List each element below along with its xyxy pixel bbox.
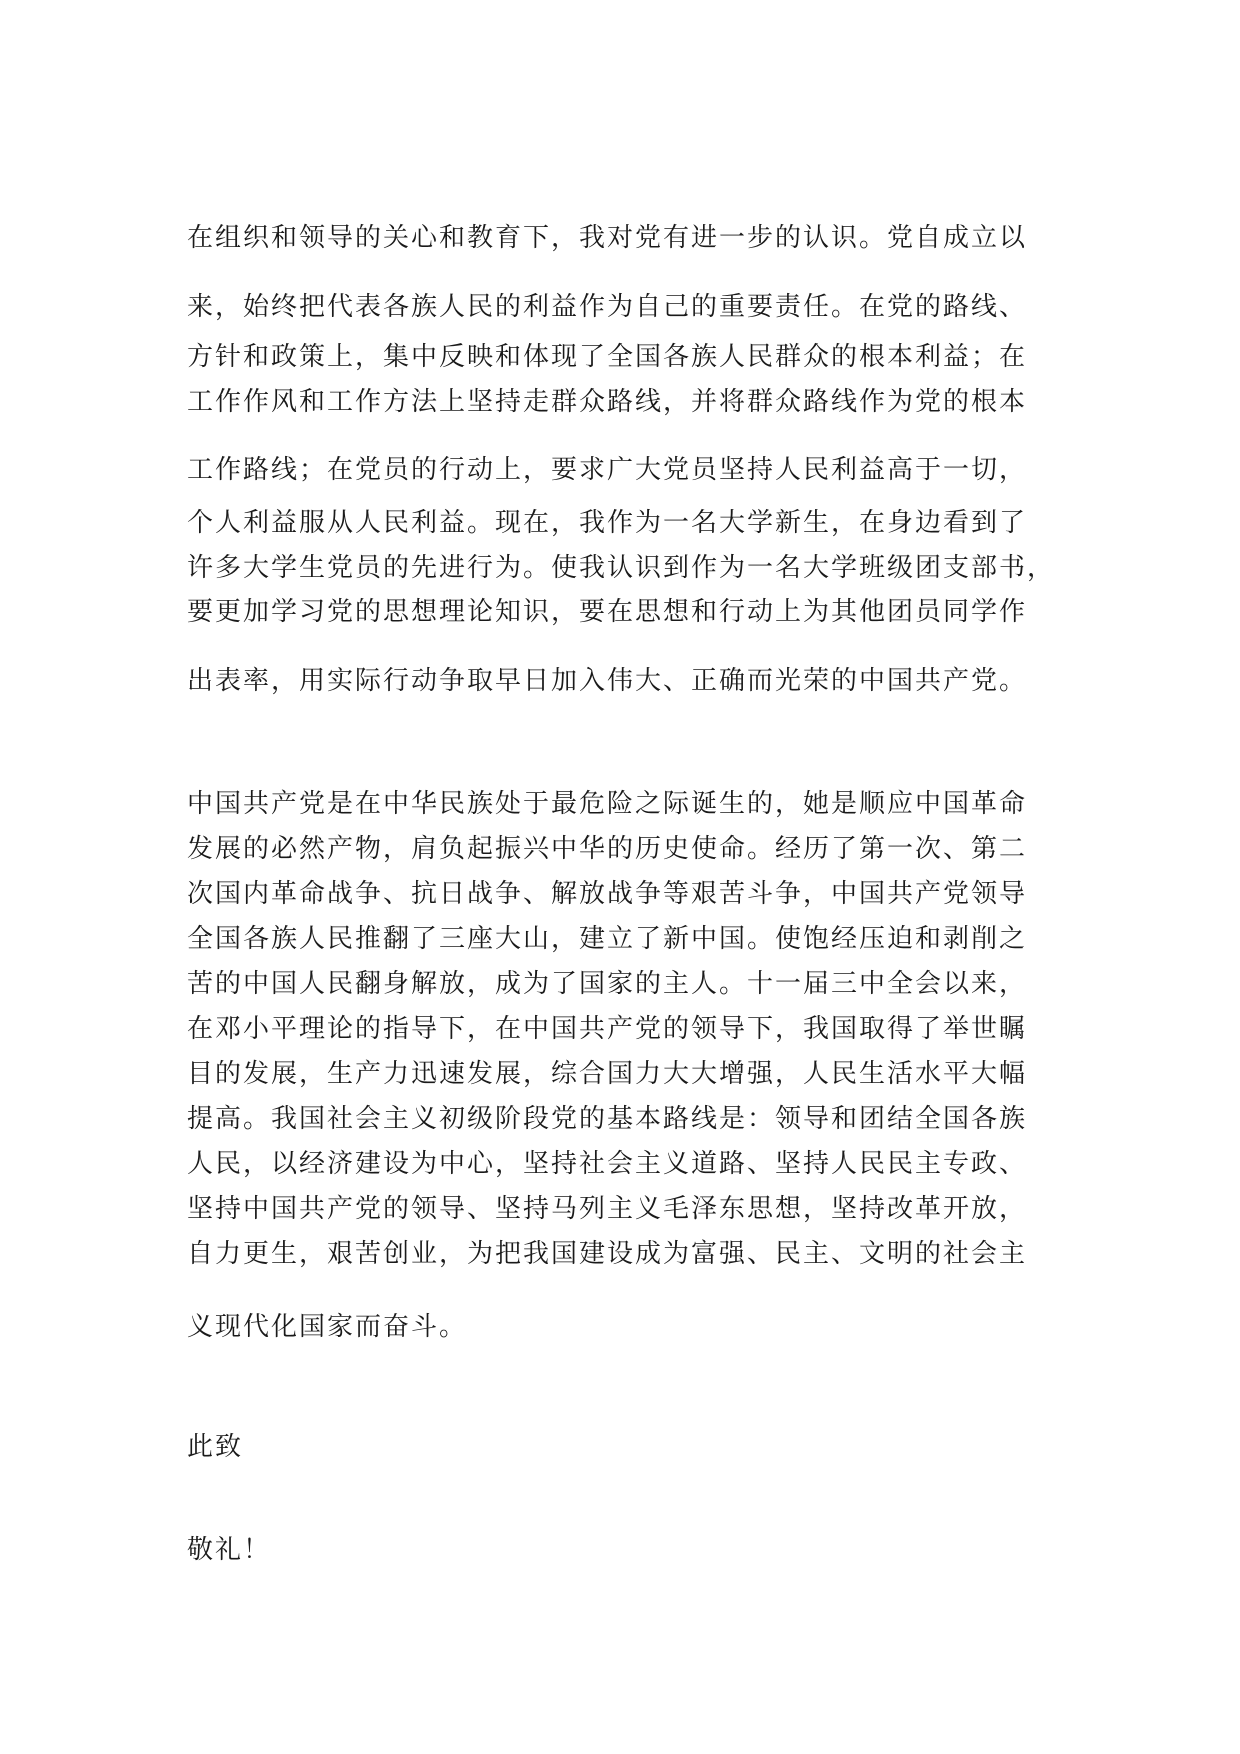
text-line: 人民，以经济建设为中心，坚持社会主义道路、坚持人民民主专政、 (187, 1149, 1028, 1179)
text-line: 在邓小平理论的指导下，在中国共产党的领导下，我国取得了举世瞩 (187, 1014, 1028, 1044)
text-line: 全国各族人民推翻了三座大山，建立了新中国。使饱经压迫和剥削之 (187, 924, 1028, 954)
text-line: 来，始终把代表各族人民的利益作为自己的重要责任。在党的路线、 (187, 292, 1028, 322)
text-line: 提高。我国社会主义初级阶段党的基本路线是：领导和团结全国各族 (187, 1104, 1028, 1134)
text-line: 次国内革命战争、抗日战争、解放战争等艰苦斗争，中国共产党领导 (187, 879, 1028, 909)
text-line: 自力更生，艰苦创业，为把我国建设成为富强、民主、文明的社会主 (187, 1239, 1028, 1269)
text-line: 义现代化国家而奋斗。 (187, 1312, 468, 1342)
text-line: 中国共产党是在中华民族处于最危险之际诞生的，她是顺应中国革命 (187, 789, 1028, 819)
text-line: 发展的必然产物，肩负起振兴中华的历史使命。经历了第一次、第二 (187, 834, 1028, 864)
text-line: 坚持中国共产党的领导、坚持马列主义毛泽东思想，坚持改革开放， (187, 1194, 1028, 1224)
text-line: 许多大学生党员的先进行为。使我认识到作为一名大学班级团支部书， (187, 553, 1056, 583)
text-line: 苦的中国人民翻身解放，成为了国家的主人。十一届三中全会以来， (187, 969, 1028, 999)
text-line: 目的发展，生产力迅速发展，综合国力大大增强，人民生活水平大幅 (187, 1059, 1028, 1089)
text-line: 要更加学习党的思想理论知识，要在思想和行动上为其他团员同学作 (187, 597, 1028, 627)
text-line: 方针和政策上，集中反映和体现了全国各族人民群众的根本利益；在 (187, 342, 1028, 372)
text-line: 在组织和领导的关心和教育下，我对党有进一步的认识。党自成立以 (187, 223, 1028, 253)
text-line: 工作作风和工作方法上坚持走群众路线，并将群众路线作为党的根本 (187, 387, 1028, 417)
text-line: 工作路线；在党员的行动上，要求广大党员坚持人民利益高于一切， (187, 455, 1028, 485)
closing-regards: 敬礼！ (187, 1535, 272, 1565)
text-line: 个人利益服从人民利益。现在，我作为一名大学新生，在身边看到了 (187, 508, 1028, 538)
text-line: 出表率，用实际行动争取早日加入伟大、正确而光荣的中国共产党。 (187, 666, 1028, 696)
closing-salutation: 此致 (187, 1432, 244, 1462)
